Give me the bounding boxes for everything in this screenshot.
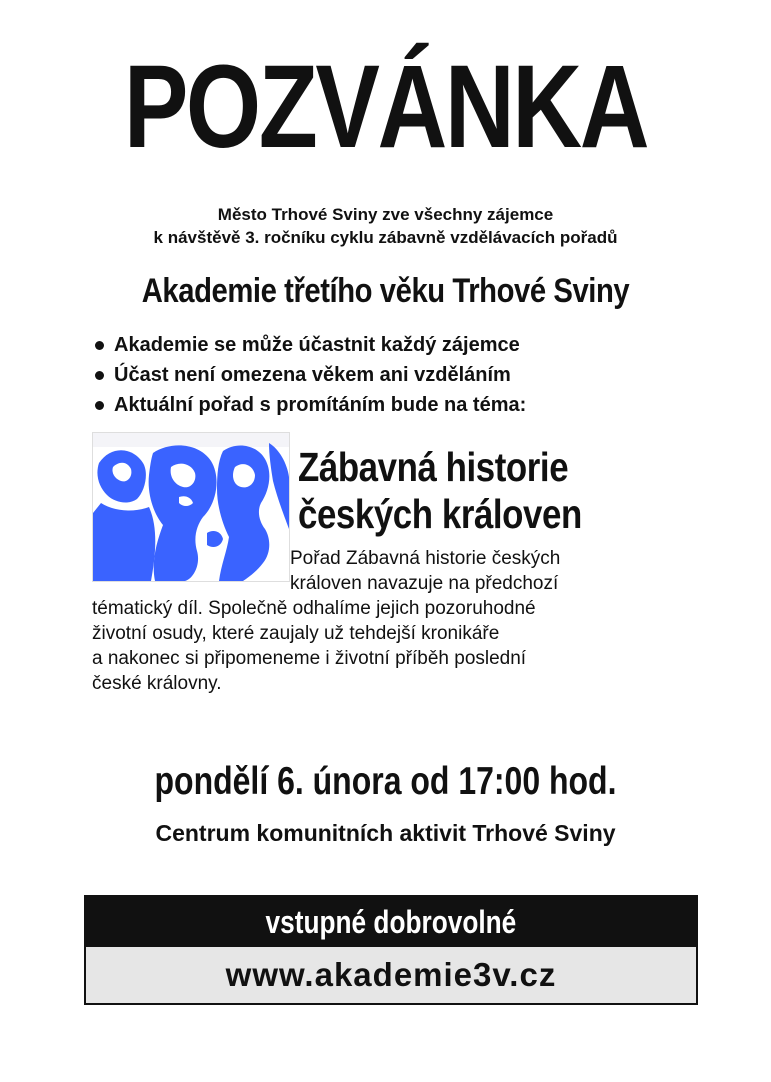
desc-line-2: královen navazuje na předchozí [290, 573, 559, 594]
bullet-item: Účast není omezena věkem ani vzděláním [92, 360, 526, 390]
website-link[interactable]: www.akademie3v.cz [225, 956, 557, 993]
desc-line-5: a nakonec si připomeneme i životní příběh poslední [92, 648, 527, 669]
program-title-line-2: českých královen [298, 491, 582, 537]
desc-line-1: Pořad Zábavná historie českých [290, 548, 561, 569]
academy-name: Akademie třetího věku Trhové Sviny [141, 272, 630, 310]
footer-box [84, 895, 698, 1005]
bullet-item: Akademie se může účastnit každý zájemce [92, 330, 526, 360]
intro-line-2: k návštěvě 3. ročníku cyklu zábavně vzdělávacích pořadů [153, 228, 618, 247]
event-date: pondělí 6. února od 17:00 hod. [154, 760, 617, 803]
desc-line-4: životní osudy, které zaujaly už tehdejší kronikáře [92, 623, 500, 644]
program-title [298, 444, 582, 538]
program-description [92, 546, 672, 696]
program-title-line-1: Zábavná historie [298, 444, 569, 490]
poster-title: POZVÁNKA [123, 41, 648, 173]
intro-text [0, 203, 771, 249]
event-venue: Centrum komunitních aktivit Trhové Sviny [155, 820, 616, 846]
desc-line-3: tématický díl. Společně odhalíme jejich pozoruhodné [92, 598, 536, 619]
admission-bar [86, 897, 696, 947]
admission-text: vstupné dobrovolné [265, 904, 517, 940]
info-bullet-list [92, 330, 526, 420]
intro-line-1: Město Trhové Sviny zve všechny zájemce [217, 205, 554, 224]
bullet-item: Aktuální pořad s promítáním bude na téma: [92, 390, 526, 420]
desc-line-6: české královny. [92, 673, 222, 694]
